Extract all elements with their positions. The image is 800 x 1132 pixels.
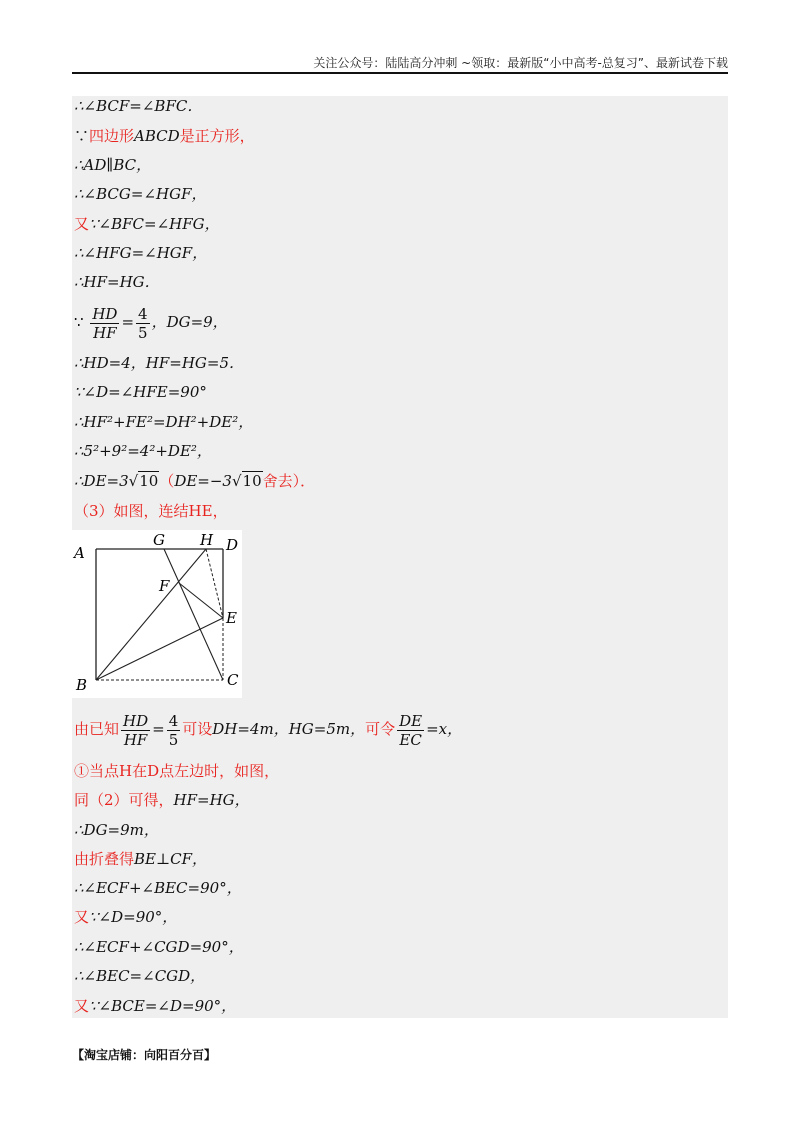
step-line: ∴∠ECF+∠CGD=90°，: [74, 938, 244, 956]
step-line: ∴HF=HG．: [74, 273, 160, 291]
label-g: G: [153, 531, 165, 549]
square-diagram: [72, 530, 242, 698]
step-line: ∴AD∥BC，: [74, 156, 152, 174]
step-line: （3）如图，连结HE，: [74, 502, 228, 520]
page-header: 关注公众号：陆陆高分冲刺 ~领取：最新版“小中高考-总复习”、最新试卷下载: [313, 56, 728, 70]
step-line: ∴∠BEC=∠CGD，: [74, 967, 206, 985]
step-line: 由折叠得BE⊥CF，: [74, 850, 207, 868]
label-h: H: [200, 531, 214, 549]
fraction: $\frac{4}{5}$: [168, 711, 179, 749]
fraction: $\frac{HD}{HF}$: [123, 711, 149, 749]
footer-shop-label: 【淘宝店铺：向阳百分百】: [72, 1048, 217, 1062]
label-f: F: [159, 577, 170, 595]
step-line: ∴DG=9m，: [74, 821, 159, 839]
header-rule: [72, 72, 728, 74]
step-line: ∵∠D=∠HFE=90°: [74, 383, 207, 401]
step-line: 又∵∠BCE=∠D=90°，: [74, 997, 237, 1015]
step-line: ∴∠ECF+∠BEC=90°，: [74, 879, 242, 897]
step-line: ∵四边形ABCD是正方形，: [74, 127, 255, 145]
step-line: 同（2）可得，HF=HG，: [74, 791, 250, 809]
step-line: ∴5²+9²=4²+DE²，: [74, 442, 212, 460]
label-d: D: [226, 536, 239, 554]
step-line: 又∵∠D=90°，: [74, 908, 178, 926]
label-a: A: [74, 544, 85, 562]
step-line: ∴∠BCG=∠HGF，: [74, 185, 207, 203]
step-line-fraction: 由已知 $\frac{HD}{HF}$ = $\frac{4}{5}$ 可设DH=4m，HG=5m，可令 $\frac{DE}{EC}$ =x，: [74, 711, 463, 749]
step-line: ∴∠HFG=∠HGF，: [74, 244, 208, 262]
step-line: ∴DE=3√10（DE=−3√10舍去）．: [74, 472, 316, 490]
step-line-fraction: ∵ $\frac{HD}{HF}$ = $\frac{4}{5}$ ，DG=9，: [74, 304, 228, 342]
fraction: $\frac{DE}{EC}$: [399, 711, 423, 749]
fraction: $\frac{HD}{HF}$: [92, 304, 118, 342]
step-line: ①当点H在D点左边时，如图，: [74, 762, 280, 780]
step-line: ∴∠BCF=∠BFC．: [74, 97, 203, 115]
step-line: ∴HF²+FE²=DH²+DE²，: [74, 413, 254, 431]
fraction: $\frac{4}{5}$: [138, 304, 148, 342]
label-b: B: [76, 676, 88, 694]
step-line: ∴HD=4，HF=HG=5．: [74, 354, 244, 372]
label-e: E: [226, 609, 237, 627]
label-c: C: [227, 671, 239, 689]
step-line: 又∵∠BFC=∠HFG，: [74, 215, 220, 233]
geometry-figure: [72, 530, 242, 698]
